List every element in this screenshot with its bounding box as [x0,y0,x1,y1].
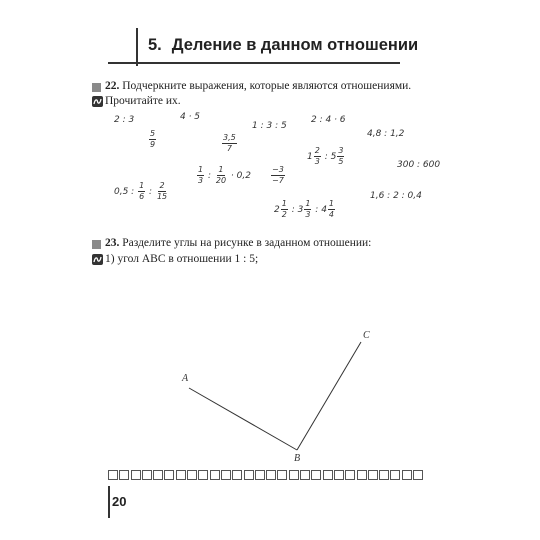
grid-cell [300,470,310,480]
grid-cell [176,470,186,480]
grid-cell [255,470,265,480]
grid-cell [164,470,174,480]
grid-cell [368,470,378,480]
grid-cell [119,470,129,480]
grid-cell [232,470,242,480]
expression-12: $\frac{-3}{-7}$ [272,165,284,185]
grid-cell [334,470,344,480]
grid-cell [277,470,287,480]
grid-cell [345,470,355,480]
expression-14: 1,6 : 2 : 0,4 [370,191,422,201]
ray-ba [189,388,297,450]
expression-3: $\frac{5}{9}$ [150,129,156,149]
expression-7: 4,8 : 1,2 [367,129,405,139]
section-number: 5. [148,36,162,54]
grid-cell [187,470,197,480]
point-a-label: A [182,373,189,384]
expression-10: 0,5 : $\frac{1}{6}$ : $\frac{2}{15}$ [114,181,168,201]
expression-6: 2 : 4 · 6 [311,115,346,125]
grid-cell [153,470,163,480]
grid-cell [390,470,400,480]
task-23-number: 23. [105,237,120,249]
expression-11: $\frac{1}{3}$ : $\frac{1}{20}$ · 0,2 [198,165,251,185]
grid-cell [142,470,152,480]
grid-cell [131,470,141,480]
expression-8: 1 $\frac{2}{3}$ : 5 $\frac{3}{5}$ [307,146,344,166]
grid-cell [244,470,254,480]
point-b-label: B [294,453,301,464]
ray-bc [297,342,361,450]
task-22-subtext: Прочитайте их. [105,95,181,107]
expression-9: 300 : 600 [397,160,441,170]
expression-4: $\frac{3,5}{7}$ [223,133,236,153]
answer-grid [108,470,424,480]
grid-cell [311,470,321,480]
task-23-item-1: 1) угол ABC в отношении 1 : 5; [105,253,259,265]
grid-cell [379,470,389,480]
expression-2: 4 · 5 [180,112,201,122]
grid-cell [413,470,423,480]
grid-cell [108,470,118,480]
task-22-text: Подчеркните выражения, которые являются отношениями. [122,80,412,92]
grid-cell [357,470,367,480]
grid-cell [221,470,231,480]
section-title: Деление в данном отношении [171,36,419,54]
grid-cell [266,470,276,480]
expression-5: 1 : 3 : 5 [252,121,287,131]
grid-cell [402,470,412,480]
page-number: 20 [112,494,127,509]
grid-cell [198,470,208,480]
grid-cell [289,470,299,480]
point-c-label: C [363,330,370,341]
expression-1: 2 : 3 [114,115,135,125]
task-22-number: 22. [105,80,120,92]
grid-cell [323,470,333,480]
expression-13: 2 $\frac{1}{2}$ : 3 $\frac{1}{3}$ : 4 $\frac{1}{4}$ [274,199,335,219]
grid-cell [210,470,220,480]
task-23-text: Разделите углы на рисунке в заданном отношении: [122,237,372,249]
